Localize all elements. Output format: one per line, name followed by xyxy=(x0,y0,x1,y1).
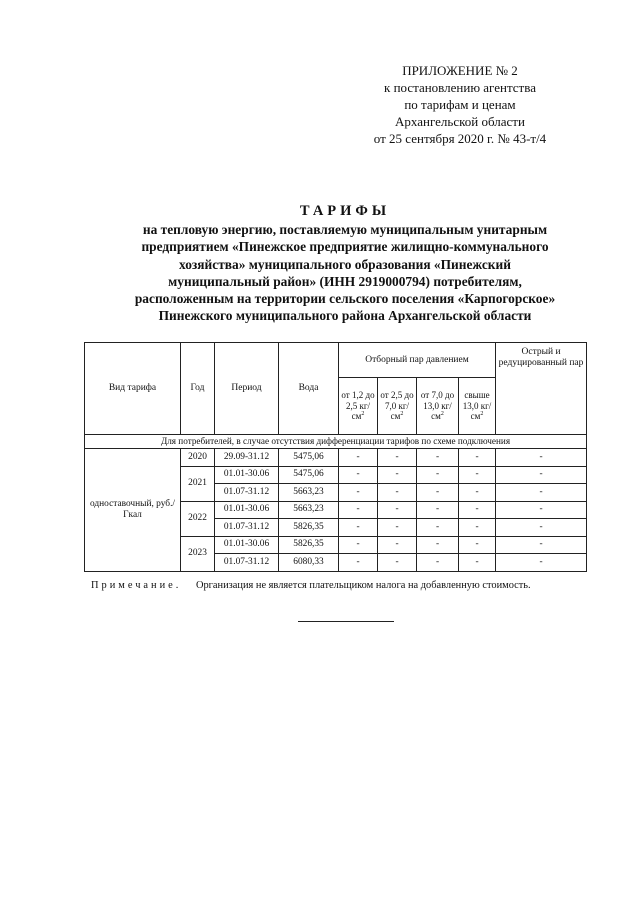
steam-cell: - xyxy=(459,554,496,572)
steam-cell: - xyxy=(459,519,496,537)
steam-cell: - xyxy=(378,536,417,554)
steam-cell: - xyxy=(459,501,496,519)
header-steam-group: Отборный пар давлением xyxy=(339,343,496,378)
footnote-text: Организация не является плательщиком налога на добавленную стоимость. xyxy=(195,580,531,591)
steam-cell: - xyxy=(378,501,417,519)
title-line: расположенным на территории сельского поселения «Карпогорское» xyxy=(134,291,556,307)
header-tariff-type: Вид тарифа xyxy=(85,343,181,435)
water-cell: 5663,23 xyxy=(279,501,339,519)
period-cell: 01.07-31.12 xyxy=(215,554,279,572)
header-steam-1-text: от 1,2 до 2,5 кг/см xyxy=(341,390,375,422)
water-cell: 5475,06 xyxy=(279,466,339,484)
tariff-name-cell: одноставочный, руб./Гкал xyxy=(85,449,181,572)
period-cell: 01.01-30.06 xyxy=(215,466,279,484)
steam-cell: - xyxy=(378,519,417,537)
steam-cell: - xyxy=(417,466,459,484)
sharp-steam-cell: - xyxy=(496,466,587,484)
steam-cell: - xyxy=(417,501,459,519)
steam-cell: - xyxy=(339,536,378,554)
title-line: Пинежского муниципального района Архангельской области xyxy=(158,308,532,324)
steam-cell: - xyxy=(417,554,459,572)
steam-cell: - xyxy=(339,466,378,484)
appendix-header xyxy=(330,62,590,147)
steam-cell: - xyxy=(417,519,459,537)
header-sharp-steam xyxy=(496,343,587,435)
steam-cell: - xyxy=(417,536,459,554)
title-line: муниципальный район» (ИНН 2919000794) потребителям, xyxy=(168,273,522,289)
year-cell: 2023 xyxy=(181,536,215,571)
superscript: 2 xyxy=(400,411,404,418)
steam-cell: - xyxy=(417,484,459,502)
water-cell: 5663,23 xyxy=(279,484,339,502)
sharp-steam-cell: - xyxy=(496,501,587,519)
steam-cell: - xyxy=(339,484,378,502)
year-cell: 2020 xyxy=(181,449,215,467)
steam-cell: - xyxy=(378,449,417,467)
title-line: хозяйства» муниципального образования «Пинежский xyxy=(179,256,511,272)
title-line: на тепловую энергию, поставляемую муниципальным унитарным xyxy=(142,222,548,238)
header-sharp-steam-text: Острый и редуцированный пар xyxy=(498,347,584,368)
water-cell: 5826,35 xyxy=(279,519,339,537)
period-cell: 29.09-31.12 xyxy=(215,449,279,467)
document-title xyxy=(70,203,620,324)
steam-cell: - xyxy=(459,449,496,467)
steam-cell: - xyxy=(339,449,378,467)
period-cell: 01.01-30.06 xyxy=(215,536,279,554)
steam-cell: - xyxy=(378,554,417,572)
appendix-line: Архангельской области xyxy=(395,114,525,129)
steam-cell: - xyxy=(378,466,417,484)
period-cell: 01.01-30.06 xyxy=(215,501,279,519)
sharp-steam-cell: - xyxy=(496,519,587,537)
header-steam-1 xyxy=(339,378,378,435)
year-cell: 2022 xyxy=(181,501,215,536)
header-water: Вода xyxy=(279,343,339,435)
title-heading: ТАРИФЫ xyxy=(299,203,391,219)
tariff-table xyxy=(84,342,587,572)
header-steam-4-text: свыше 13,0 кг/см xyxy=(462,390,492,422)
header-steam-4 xyxy=(459,378,496,435)
steam-cell: - xyxy=(339,501,378,519)
header-steam-3-text: от 7,0 до 13,0 кг/см xyxy=(420,390,455,422)
sharp-steam-cell: - xyxy=(496,484,587,502)
footnote xyxy=(91,580,611,591)
steam-cell: - xyxy=(459,484,496,502)
sharp-steam-cell: - xyxy=(496,449,587,467)
appendix-line: по тарифам и ценам xyxy=(404,97,516,112)
period-cell: 01.07-31.12 xyxy=(215,484,279,502)
water-cell: 5475,06 xyxy=(279,449,339,467)
sharp-steam-cell: - xyxy=(496,554,587,572)
steam-cell: - xyxy=(339,519,378,537)
consumer-note-row: Для потребителей, в случае отсутствия дифференциации тарифов по схеме подключения xyxy=(85,435,587,449)
appendix-line: к постановлению агентства xyxy=(384,80,536,95)
water-cell: 5826,35 xyxy=(279,536,339,554)
title-line: предприятием «Пинежское предприятие жилищно-коммунального xyxy=(141,239,549,255)
closing-divider xyxy=(298,621,394,622)
steam-cell: - xyxy=(339,554,378,572)
sharp-steam-cell: - xyxy=(496,536,587,554)
appendix-date: от 25 сентября 2020 г. № 43-т/4 xyxy=(373,131,547,146)
steam-cell: - xyxy=(459,466,496,484)
header-steam-2-text: от 2,5 до 7,0 кг/см xyxy=(380,390,414,422)
superscript: 2 xyxy=(480,411,484,418)
superscript: 2 xyxy=(440,411,444,418)
header-period: Период xyxy=(215,343,279,435)
water-cell: 6080,33 xyxy=(279,554,339,572)
header-steam-2 xyxy=(378,378,417,435)
year-cell: 2021 xyxy=(181,466,215,501)
table-row xyxy=(85,449,587,467)
steam-cell: - xyxy=(417,449,459,467)
steam-cell: - xyxy=(378,484,417,502)
footnote-label: Примечание. xyxy=(91,580,182,591)
steam-cell: - xyxy=(459,536,496,554)
appendix-number: ПРИЛОЖЕНИЕ № 2 xyxy=(402,63,518,78)
header-steam-3 xyxy=(417,378,459,435)
header-year: Год xyxy=(181,343,215,435)
superscript: 2 xyxy=(361,411,365,418)
period-cell: 01.07-31.12 xyxy=(215,519,279,537)
